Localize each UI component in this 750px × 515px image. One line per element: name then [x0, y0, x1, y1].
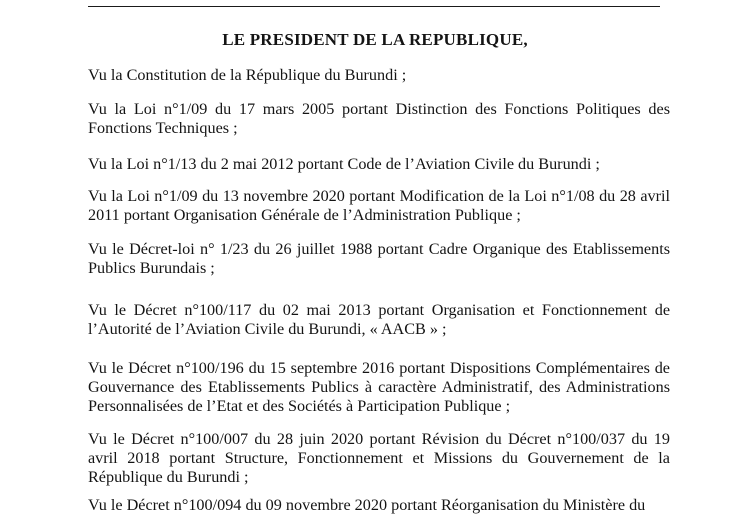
top-divider: [88, 6, 660, 7]
visa-paragraph: Vu la Loi n°1/13 du 2 mai 2012 portant Code de l’Aviation Civile du Burundi ;: [88, 155, 600, 173]
page-title: LE PRESIDENT DE LA REPUBLIQUE,: [222, 30, 528, 49]
visa-paragraph: Vu le Décret n°100/196 du 15 septembre 2016 portant Dispositions Complémentaires de Gouvernance des Etablissements Publics à caractère Administratif, des Administrations Personnalisées de l’Etat et des Sociétés à Participation Publique ;: [88, 359, 670, 415]
visa-paragraph: Vu la Loi n°1/09 du 17 mars 2005 portant Distinction des Fonctions Politiques des Fonctions Techniques ;: [88, 100, 670, 137]
visa-paragraph: Vu le Décret n°100/117 du 02 mai 2013 portant Organisation et Fonctionnement de l’Autorité de l’Aviation Civile du Burundi, « AACB » ;: [88, 301, 670, 338]
visa-paragraph: Vu la Loi n°1/09 du 13 novembre 2020 portant Modification de la Loi n°1/08 du 28 avril 2011 portant Organisation Générale de l’Administration Publique ;: [88, 187, 670, 224]
visa-paragraph: Vu la Constitution de la République du Burundi ;: [88, 66, 407, 84]
visa-paragraph: Vu le Décret-loi n° 1/23 du 26 juillet 1988 portant Cadre Organique des Etablissements Publics Burundais ;: [88, 240, 670, 277]
visa-paragraph: Vu le Décret n°100/094 du 09 novembre 2020 portant Réorganisation du Ministère du: [88, 496, 646, 514]
visa-paragraph: Vu le Décret n°100/007 du 28 juin 2020 portant Révision du Décret n°100/037 du 19 avril 2018 portant Structure, Fonctionnement et Missions du Gouvernement de la République du Burundi ;: [88, 430, 670, 486]
